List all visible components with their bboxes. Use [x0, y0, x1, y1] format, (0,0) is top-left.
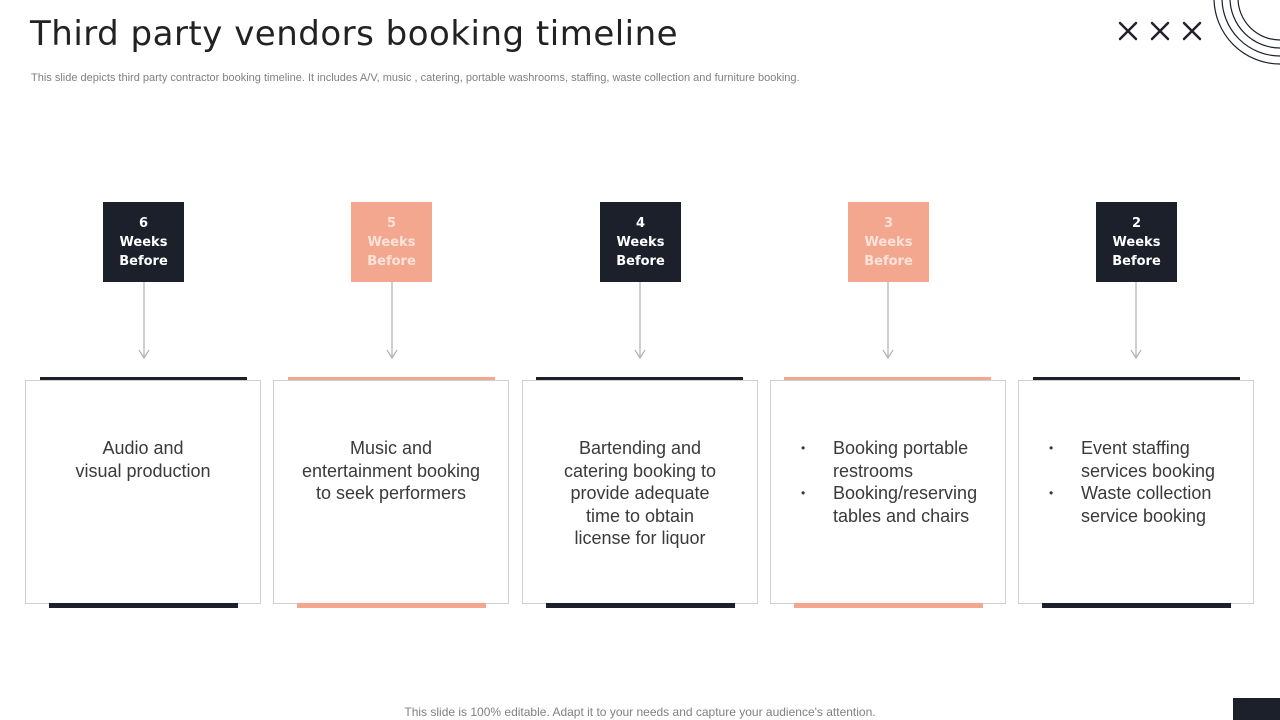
- tag-when: Before: [616, 253, 665, 269]
- timeline-tag-2-weeks: [1096, 202, 1177, 282]
- text-line: license for liquor: [574, 528, 706, 548]
- tag-when: Before: [119, 253, 168, 269]
- card-bullet-list: [801, 437, 989, 527]
- timeline-tag-6-weeks: [103, 202, 184, 282]
- connector-arrow: [634, 282, 646, 362]
- tag-when: Before: [864, 253, 913, 269]
- text-line: Booking/reserving: [833, 483, 978, 503]
- footer-note: This slide is 100% editable. Adapt it to your needs and capture your audience's attention.: [404, 705, 876, 719]
- connector-arrow: [386, 282, 398, 362]
- list-item: [1049, 437, 1237, 482]
- card-description: [274, 437, 508, 505]
- text-line: time to obtain: [585, 505, 695, 526]
- text-line: catering booking to: [563, 460, 717, 481]
- text-line: visual production: [75, 460, 211, 481]
- list-item: [801, 437, 989, 482]
- card-description: [26, 437, 260, 482]
- tag-when: Before: [1112, 253, 1161, 269]
- list-item: [1049, 482, 1237, 527]
- tag-unit: Weeks: [119, 234, 168, 250]
- tag-number: 3: [883, 215, 894, 231]
- text-line: Booking portable: [833, 438, 969, 458]
- text-line: tables and chairs: [833, 505, 970, 526]
- text-line: Music and: [349, 438, 433, 458]
- text-line: service booking: [1081, 505, 1207, 526]
- tag-number: 4: [635, 215, 646, 231]
- text-line: to seek performers: [315, 483, 467, 503]
- text-line: Event staffing: [1081, 438, 1190, 458]
- connector-arrow: [138, 282, 150, 362]
- tag-number: 5: [386, 215, 397, 231]
- bullet-icon: •: [1049, 486, 1054, 500]
- close-marks-decoration: [1115, 18, 1211, 46]
- text-line: Audio and: [102, 438, 184, 458]
- tag-unit: Weeks: [616, 234, 665, 250]
- timeline-tag-5-weeks: [351, 202, 432, 282]
- card-bottom-accent: [297, 603, 486, 608]
- card-bottom-accent: [794, 603, 983, 608]
- bullet-icon: •: [801, 486, 806, 500]
- text-line: restrooms: [833, 460, 914, 481]
- timeline-card-staffing: [1018, 380, 1254, 604]
- text-line: entertainment booking: [301, 460, 481, 481]
- concentric-arcs-decoration: [1200, 0, 1280, 70]
- timeline-tag-4-weeks: [600, 202, 681, 282]
- bullet-icon: •: [801, 441, 806, 455]
- page-subtitle: This slide depicts third party contractor booking timeline. It includes A/V, music , catering, portable washrooms, staffing, waste collection and furniture booking.: [31, 72, 800, 84]
- bullet-icon: •: [1049, 441, 1054, 455]
- card-bottom-accent: [49, 603, 238, 608]
- timeline-tag-3-weeks: [848, 202, 929, 282]
- tag-number: 2: [1131, 215, 1142, 231]
- card-bullet-list: [1049, 437, 1237, 527]
- text-line: Bartending and: [578, 438, 702, 458]
- timeline-card-music: [273, 380, 509, 604]
- list-item: [801, 482, 989, 527]
- tag-unit: Weeks: [367, 234, 416, 250]
- card-bottom-accent: [1042, 603, 1231, 608]
- card-description: [523, 437, 757, 550]
- timeline-card-restrooms: [770, 380, 1006, 604]
- corner-block-decoration: [1233, 698, 1280, 720]
- text-line: Waste collection: [1081, 483, 1212, 503]
- tag-when: Before: [367, 253, 416, 269]
- tag-unit: Weeks: [1112, 234, 1161, 250]
- timeline-card-av: [25, 380, 261, 604]
- text-line: provide adequate: [570, 483, 710, 503]
- timeline-card-catering: [522, 380, 758, 604]
- card-bottom-accent: [546, 603, 735, 608]
- page-title: Third party vendors booking timeline: [30, 14, 679, 54]
- connector-arrow: [882, 282, 894, 362]
- connector-arrow: [1130, 282, 1142, 362]
- text-line: services booking: [1081, 460, 1216, 481]
- tag-unit: Weeks: [864, 234, 913, 250]
- tag-number: 6: [138, 215, 149, 231]
